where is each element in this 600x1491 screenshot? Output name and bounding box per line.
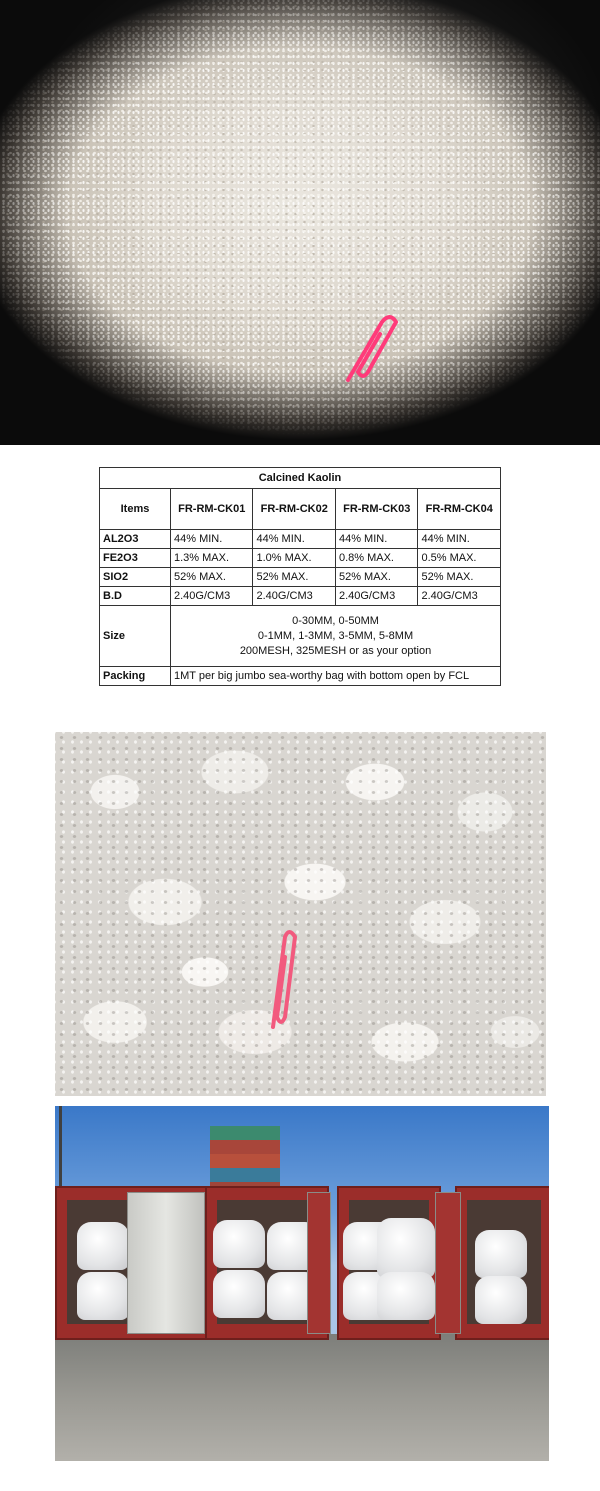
- jumbo-bag: [377, 1272, 435, 1320]
- header-items: Items: [100, 489, 171, 530]
- table-header-row: [100, 489, 501, 530]
- cell-value: 2.40G/CM3: [418, 587, 501, 606]
- cell-value: 44% MIN.: [253, 530, 335, 549]
- cell-value: 2.40G/CM3: [171, 587, 253, 606]
- cell-value: 1.0% MAX.: [253, 549, 335, 568]
- jumbo-bag: [213, 1220, 265, 1268]
- jumbo-bag: [77, 1222, 129, 1270]
- paperclip-icon: [255, 927, 315, 1037]
- packing-value: 1MT per big jumbo sea-worthy bag with bottom open by FCL: [171, 667, 501, 686]
- cell-value: 52% MAX.: [171, 568, 253, 587]
- cell-value: 44% MIN.: [335, 530, 417, 549]
- header-ck01: FR-RM-CK01: [171, 489, 253, 530]
- jumbo-bag: [77, 1272, 129, 1320]
- container-door: [435, 1192, 461, 1334]
- header-ck04: FR-RM-CK04: [418, 489, 501, 530]
- cell-value: 0.8% MAX.: [335, 549, 417, 568]
- container-loading-photo: [55, 1106, 549, 1461]
- cell-value: 52% MAX.: [253, 568, 335, 587]
- cell-value: 52% MAX.: [418, 568, 501, 587]
- cell-value: 44% MIN.: [171, 530, 253, 549]
- table-row: [100, 530, 501, 549]
- cell-value: 2.40G/CM3: [335, 587, 417, 606]
- table-title: Calcined Kaolin: [100, 468, 501, 489]
- jumbo-bag: [475, 1230, 527, 1278]
- container-door: [127, 1192, 205, 1334]
- cell-value: 52% MAX.: [335, 568, 417, 587]
- header-ck02: FR-RM-CK02: [253, 489, 335, 530]
- table-row: [100, 549, 501, 568]
- cell-value: 2.40G/CM3: [253, 587, 335, 606]
- jumbo-bag: [475, 1276, 527, 1324]
- jumbo-bag: [377, 1218, 435, 1278]
- row-label: FE2O3: [100, 549, 171, 568]
- container-door: [307, 1192, 331, 1334]
- kaolin-lumps-photo: [55, 732, 546, 1096]
- size-line: 0-30MM, 0-50MM: [292, 614, 379, 627]
- row-label: Size: [100, 606, 171, 667]
- row-label: Packing: [100, 667, 171, 686]
- row-label: AL2O3: [100, 530, 171, 549]
- row-label: B.D: [100, 587, 171, 606]
- table-row-packing: [100, 667, 501, 686]
- calcined-kaolin-spec-table: [99, 467, 501, 686]
- size-values: [171, 606, 501, 667]
- cell-value: 44% MIN.: [418, 530, 501, 549]
- jumbo-bag: [213, 1270, 265, 1318]
- cell-value: 1.3% MAX.: [171, 549, 253, 568]
- paperclip-icon: [330, 310, 410, 390]
- table-row: [100, 587, 501, 606]
- size-line: 200MESH, 325MESH or as your option: [239, 644, 432, 657]
- kaolin-granules-photo: [0, 0, 600, 445]
- table-row: [100, 568, 501, 587]
- row-label: SIO2: [100, 568, 171, 587]
- cell-value: 0.5% MAX.: [418, 549, 501, 568]
- table-row-size: [100, 606, 501, 667]
- size-line: 0-1MM, 1-3MM, 3-5MM, 5-8MM: [257, 629, 414, 642]
- header-ck03: FR-RM-CK03: [335, 489, 417, 530]
